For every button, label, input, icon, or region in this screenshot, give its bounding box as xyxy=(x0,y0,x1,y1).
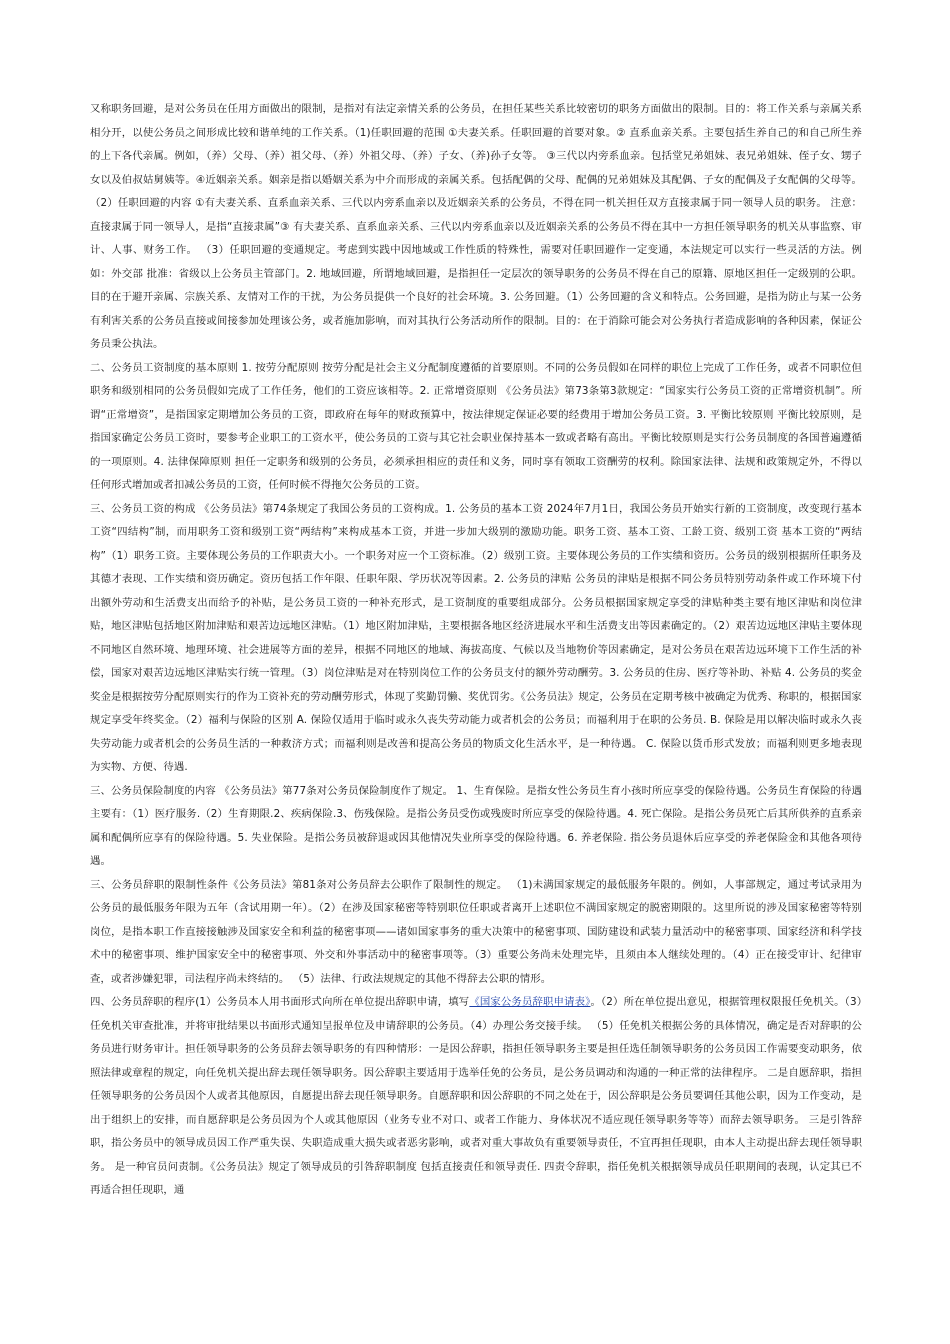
paragraph-insurance: 三、公务员保险制度的内容 《公务员法》第77条对公务员保险制度作了规定。 1、生育保险。是指女性公务员生育小孩时所应享受的保险待遇。公务员生育保险的待遇主要有：（1）医疗服务.（2）生育期限.2、疾病保险.3、伤残保险。是指公务员受伤或残废时所应享受的保险待遇。4. 死亡保险。是指公务员死亡后其所供养的直系亲属和配偶所应享有的保险待遇。5. 失业保险。是指公务员被辞退或因其他情况失业所享受的保险待遇。6. 养老保险. 指公务员退休后应享受的养老保险金和其他各项待遇。 xyxy=(90,784,862,867)
paragraph-resignation-procedure xyxy=(90,991,862,1203)
paragraph-resignation-limits: 三、公务员辞职的限制性条件《公务员法》第81条对公务员辞去公职作了限制性的规定。 （1)未满国家规定的最低服务年限的。例如，人事部规定，通过考试录用为公务员的最低服务年限为五年（含试用期一年）。（2）在涉及国家秘密等特别职位任职或者离开上述职位不满国家规定的脱密期限的。这里所说的涉及国家秘密等特别岗位，是指本职工作直接接触涉及国家安全和利益的秘密事项——诸如国家事务的重大决策中的秘密事项、国防建设和武装力量活动中的秘密事项、国家经济和科学技术中的秘密事项、维护国家安全中的秘密事项、外交和外事活动中的秘密事项等。（3）重要公务尚未处理完毕，且须由本人继续处理的。（4）正在接受审计、纪律审查，或者涉嫌犯罪，司法程序尚未终结的。 （5）法律、行政法规规定的其他不得辞去公职的情形。 xyxy=(90,878,862,985)
paragraph-salary-principles: 二、公务员工资制度的基本原则 1. 按劳分配原则 按劳分配是社会主义分配制度遵循的首要原则。不同的公务员假如在同样的职位上完成了工作任务，或者不同职位但职务和级别相同的公务员假如完成了工作任务，他们的工资应该相等。2. 正常增资原则 《公务员法》第73条第3款规定：“国家实行公务员工资的正常增资机制”。所谓“正常增资”，是指国家定期增加公务员的工资，即政府在每年的财政预算中，按法律规定保证必要的经费用于增加公务员工资。3. 平衡比较原则 平衡比较原则，是指国家确定公务员工资时，要参考企业职工的工资水平，使公务员的工资与其它社会职业保持基本一致或者略有高出。平衡比较原则是实行公务员制度的各国普遍遵循的一项原则。4. 法律保障原则 担任一定职务和级别的公务员，必须承担相应的责任和义务，同时享有领取工资酬劳的权利。除国家法律、法规和政策规定外，不得以任何形式增加或者扣减公务员的工资，任何时候不得拖欠公务员的工资。 xyxy=(90,361,862,491)
paragraph-salary-composition: 三、公务员工资的构成 《公务员法》第74条规定了我国公务员的工资构成。1. 公务员的基本工资 2024年7月1日，我国公务员开始实行新的工资制度，改变现行基本工资“四结构”制，而用职务工资和级别工资“两结构”来构成基本工资，并进一步加大级别的激励功能。职务工资、基本工资、工龄工资、级别工资 基本工资的“两结构”（1）职务工资。主要体现公务员的工作职责大小。一个职务对应一个工资标准。（2）级别工资。主要体现公务员的工作实绩和资历。公务员的级别根据所任职务及其德才表现、工作实绩和资历确定。资历包括工作年限、任职年限、学历状况等因素。2. 公务员的津贴 公务员的津贴是根据不同公务员特别劳动条件或工作环境下付出额外劳动和生活费支出而给予的补贴，是公务员工资的一种补充形式，是工资制度的重要组成部分。公务员根据国家规定享受的津贴种类主要有地区津贴和岗位津贴，地区津贴包括地区附加津贴和艰苦边远地区津贴。（1）地区附加津贴，主要根据各地区经济进展水平和生活费支出等因素确定的。（2）艰苦边远地区津贴主要体现不同地区自然环境、地理环境、社会进展等方面的差异，根据不同地区的地域、海拔高度、气候以及当地物价等因素确定，是对公务员在艰苦边远环境下工作生活的补偿，国家对艰苦边远地区津贴实行统一管理。（3）岗位津贴是对在特别岗位工作的公务员支付的额外劳动酬劳。3. 公务员的住房、医疗等补助、补贴 4. 公务员的奖金 奖金是根据按劳分配原则实行的作为工资补充的劳动酬劳形式，体现了奖勤罚懒、奖优罚劣。《公务员法》规定，公务员在定期考核中被确定为优秀、称职的，根据国家规定享受年终奖金。（2）福利与保险的区别 A. 保险仅适用于临时或永久丧失劳动能力或者机会的公务员；而福利用于在职的公务员. B. 保险是用以解决临时或永久丧失劳动能力或者机会的公务员生活的一种救济方式；而福利则是改善和提高公务员的物质文化生活水平，是一种待遇。 C. 保险以货币形式发放；而福利则更多地表现为实物、方便、待遇. xyxy=(90,502,862,773)
procedure-rest-text: 。（2）所在单位提出意见，根据管理权限报任免机关。（3）任免机关审查批准，并将审批结果以书面形式通知呈报单位及申请辞职的公务员。（4）办理公务交接手续。 （5）任免机关根据公务的具体情况，确定是否对辞职的公务员进行财务审计。担任领导职务的公务员辞去领导职务的有四种情形：一是因公辞职，指担任领导职务主要是担任选任制领导职务的公务员因工作需要变动职务，依照法律或章程的规定，向任免机关提出辞去现任领导职务。因公辞职主要适用于选举任免的公务员，是公务员调动和沟通的一种正常的法律程序。 二是自愿辞职，指担任领导职务的公务员因个人或者其他原因，自愿提出辞去现任领导职务。自愿辞职和因公辞职的不同之处在于，因公辞职是公务员要调任其他公职，因为工作变动，是出于组织上的安排，而自愿辞职是公务员因为个人或其他原因（业务专业不对口、或者工作能力、身体状况不适应现任领导职务等等）而辞去领导职务。 三是引咎辞职，指公务员中的领导成员因工作严重失误、失职造成重大损失或者恶劣影响，或者对重大事故负有重要领导责任，不宜再担任现职，由本人主动提出辞去现任领导职务。 是一种官员问责制。《公务员法》规定了领导成员的引咎辞职制度 包括直接责任和领导责任. 四责令辞职，指任免机关根据领导成员任职期间的表现，认定其已不再适合担任现职，通 xyxy=(90,996,862,1196)
procedure-intro-text: 四、公务员辞职的程序(1）公务员本人用书面形式向所在单位提出辞职申请，填写 xyxy=(90,996,470,1008)
resignation-form-link[interactable]: 《国家公务员辞职申请表》 xyxy=(469,996,591,1008)
paragraph-avoidance: 又称职务回避，是对公务员在任用方面做出的限制，是指对有法定亲情关系的公务员，在担任某些关系比较密切的职务方面做出的限制。目的：将工作关系与亲属关系相分开，以使公务员之间形成比较和谐单纯的工作关系。（1)任职回避的范围 ①夫妻关系。任职回避的首要对象。② 直系血亲关系。主要包括生养自己的和自己所生养的上下各代亲属。例如，（养）父母、（养）祖父母、（养）外祖父母、（养）子女、（养)孙子女等。 ③三代以内旁系血亲。包括堂兄弟姐妹、表兄弟姐妹、侄子女、甥子女以及伯叔姑舅姨等。④近姻亲关系。姻亲是指以婚姻关系为中介而形成的亲属关系。包括配偶的父母、配偶的兄弟姐妹及其配偶、子女的配偶及子女配偶的父母等。（2）任职回避的内容 ①有夫妻关系、直系血亲关系、三代以内旁系血亲以及近姻亲关系的公务员，不得在同一机关担任双方直接隶属于同一领导人员的职务。 注意：直接隶属于同一领导人，是指“直接隶属”③ 有夫妻关系、直系血亲关系、三代以内旁系血亲以及近姻亲关系的公务员不得在其中一方担任领导职务的机关从事监察、审计、人事、财务工作。 （3）任职回避的变通规定。考虑到实践中因地域或工作性质的特殊性，需要对任职回避作一定变通，本法规定可以实行一些灵活的方法。例如：外交部 批准：省级以上公务员主管部门。2. 地域回避，所谓地域回避，是指担任一定层次的领导职务的公务员不得在自己的原籍、原地区担任一定级别的公职。目的在于避开亲属、宗族关系、友情对工作的干扰，为公务员提供一个良好的社会环境。3. 公务回避。（1）公务回避的含义和特点。公务回避，是指为防止与某一公务有利害关系的公务员直接或间接参加处理该公务，或者施加影响，而对其执行公务活动所作的限制。目的：在于消除可能会对公务执行者造成影响的各种因素，保证公务员秉公执法。 xyxy=(90,103,862,350)
